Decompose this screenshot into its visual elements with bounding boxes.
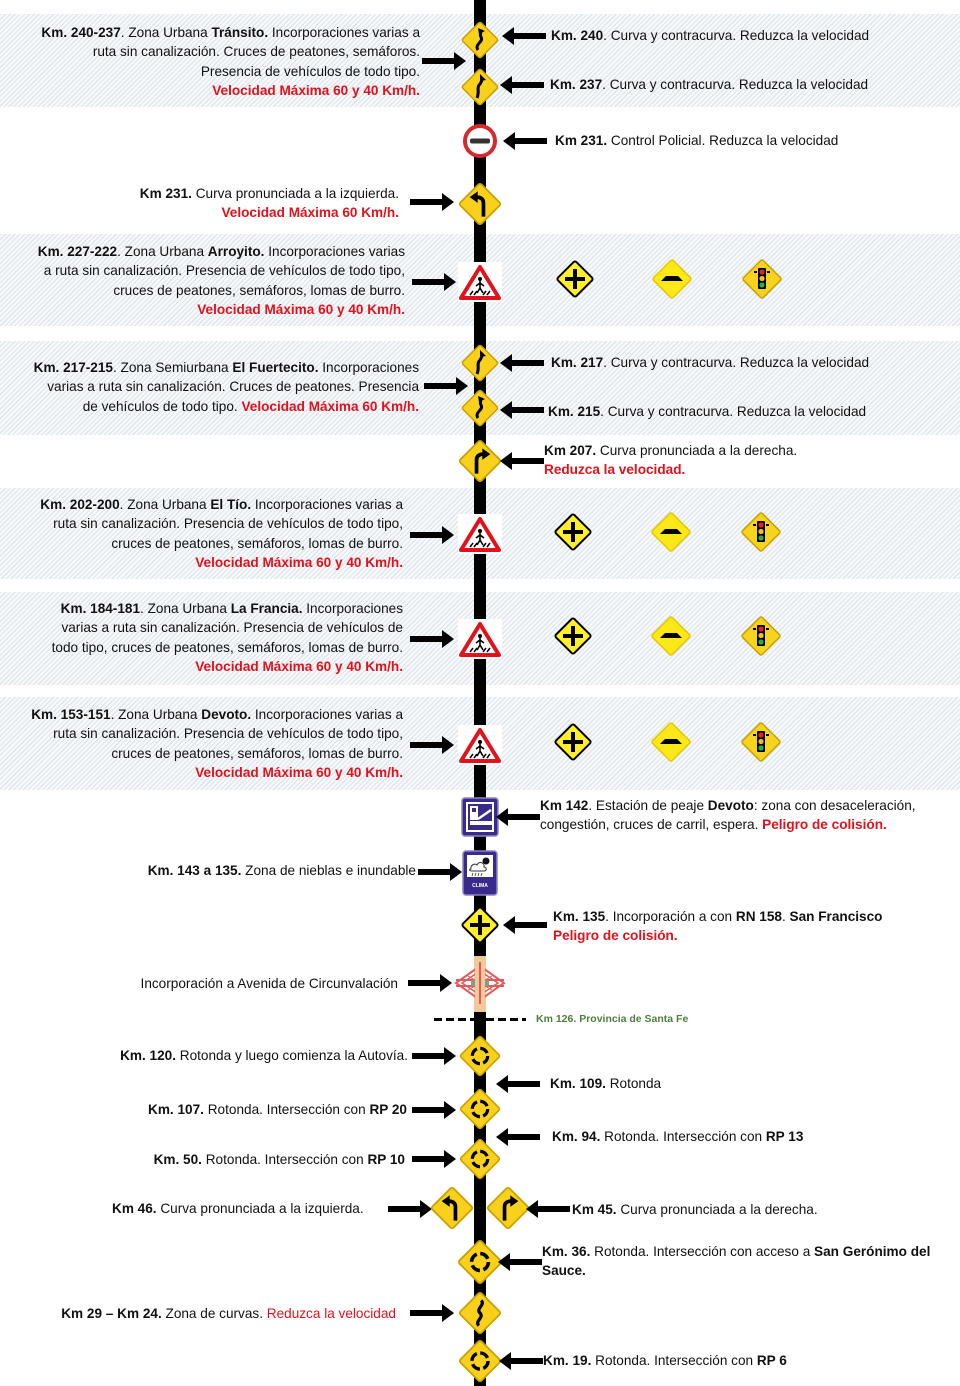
place-name: Tránsito. <box>211 25 269 40</box>
entry-km-135 <box>553 907 882 946</box>
km-label: Km. 202-200 <box>40 497 120 512</box>
entry-circunvalacion <box>141 974 398 993</box>
place-name: San Francisco <box>789 909 883 924</box>
arrow-right-icon <box>412 270 458 294</box>
pedestrian-crossing-icon <box>458 725 502 765</box>
arrow-right-icon <box>418 860 464 884</box>
arrow-right-icon <box>388 1197 434 1221</box>
km-label: Km. 184-181 <box>60 601 141 616</box>
entry-text: . Zona Urbana <box>140 601 231 616</box>
entry-text: Incorporaciones varias <box>264 244 405 259</box>
arrow-left-icon <box>503 129 549 153</box>
entry-text: varias a ruta sin canalización. Presencia de vehículos de <box>61 620 403 636</box>
entry-km-45 <box>572 1200 818 1219</box>
interchange-icon <box>454 962 506 1004</box>
arrow-right-icon <box>410 733 456 757</box>
entry-devoto <box>31 705 403 783</box>
speed-limit: Velocidad Máxima 60 y 40 Km/h. <box>195 555 403 571</box>
entry-text: Incorporaciones varias a <box>251 707 403 722</box>
sharp-right-curve-icon <box>457 438 503 484</box>
reverse-curve-icon <box>460 20 500 60</box>
arrow-left-icon <box>503 913 549 937</box>
speed-limit: Velocidad Máxima 60 y 40 Km/h. <box>195 659 403 675</box>
entry-km-143-135 <box>148 861 416 880</box>
km-label: Km 29 – Km 24. <box>61 1306 162 1321</box>
arrow-right-icon <box>410 1301 456 1325</box>
speed-bump-icon <box>650 615 692 657</box>
entry-text: Incorporación a Avenida de Circunvalación <box>140 976 398 991</box>
roundabout-icon <box>456 1238 504 1286</box>
sharp-left-curve-icon <box>429 1185 475 1231</box>
entry-km-142 <box>540 796 916 835</box>
sharp-right-curve-icon <box>485 1185 531 1231</box>
entry-text: Zona de curvas. <box>161 1306 267 1321</box>
entry-text: Incorporaciones varias a <box>251 497 403 512</box>
entry-la-francia <box>52 599 403 677</box>
arrow-right-icon <box>410 627 456 651</box>
arrow-right-icon <box>408 971 454 995</box>
entry-km-107 <box>148 1100 407 1119</box>
route-name: RP 10 <box>367 1152 405 1167</box>
entry-km-94 <box>552 1127 803 1146</box>
entry-text: . Curva y contracurva. Reduzca la velocidad <box>600 404 867 419</box>
pedestrian-crossing-icon <box>458 514 502 554</box>
speed-limit: Velocidad Máxima 60 y 40 Km/h. <box>212 83 420 99</box>
place-name: El Tío. <box>210 497 252 512</box>
arrow-left-icon <box>498 1250 544 1274</box>
reverse-curve-icon <box>460 388 500 428</box>
pedestrian-crossing-icon <box>458 619 502 659</box>
speed-bump-icon <box>650 511 692 553</box>
entry-text: Rotonda. Intersección con <box>591 1353 757 1368</box>
place-name: Sauce. <box>542 1263 586 1279</box>
toll-station-icon <box>461 797 499 837</box>
province-border-left <box>434 1018 474 1021</box>
km-label: Km. 215 <box>548 404 601 419</box>
entry-km-237 <box>550 75 868 94</box>
traffic-light-icon <box>741 258 783 300</box>
traffic-light-icon <box>740 615 782 657</box>
entry-km-120 <box>120 1046 408 1065</box>
arrow-left-icon <box>496 805 542 829</box>
km-label: Km 231. <box>139 186 192 201</box>
entry-text: Presencia de vehículos de todo tipo. <box>200 63 420 79</box>
arrow-left-icon <box>500 449 546 473</box>
entry-km-217 <box>551 353 869 372</box>
arrow-right-icon <box>410 190 456 214</box>
province-border-label: Km 126. Provincia de Santa Fe <box>536 1013 689 1025</box>
entry-text: ruta sin canalización. Presencia de vehículos de todo tipo, <box>53 516 403 532</box>
sharp-left-curve-icon <box>457 181 503 227</box>
entry-km-240 <box>551 26 869 45</box>
warning-text: Reduzca la velocidad. <box>544 462 686 478</box>
km-label: Km 45. <box>572 1202 617 1217</box>
km-label: Km. 240-237 <box>41 25 121 40</box>
place-name: Arroyito. <box>207 244 265 259</box>
km-label: Km 142 <box>540 798 589 813</box>
entry-text: varias a ruta sin canalización. Cruces de peatones. Presencia <box>47 379 419 395</box>
entry-text: Rotonda. Intersección con <box>203 1102 370 1117</box>
km-label: Km. 19. <box>543 1353 592 1368</box>
route-name: RP 6 <box>756 1353 787 1368</box>
entry-arroyito <box>38 242 405 320</box>
entry-text: . Zona Urbana <box>120 25 212 40</box>
province-border-right <box>486 1018 526 1021</box>
entry-text: . <box>781 909 790 924</box>
entry-text: . Curva y contracurva. Reduzca la velocidad <box>603 355 870 370</box>
entry-text: Rotonda. Intersección con acceso a <box>590 1244 815 1259</box>
intersection-icon <box>460 905 500 945</box>
km-label: Km. 36. <box>542 1244 591 1259</box>
reverse-curve-icon <box>460 343 500 383</box>
route-name: RN 158 <box>735 909 782 924</box>
km-label: Km. 94. <box>552 1129 601 1144</box>
reverse-curve-icon <box>460 67 500 107</box>
speed-limit: Velocidad Máxima 60 Km/h. <box>241 398 419 414</box>
entry-km-231-police <box>555 131 838 150</box>
police-control-icon <box>460 121 500 161</box>
entry-text: todo tipo, cruces de peatones, semáforos, lomas de burro. <box>51 639 403 655</box>
arrow-left-icon <box>496 1072 542 1096</box>
arrow-left-icon <box>496 1125 542 1149</box>
traffic-light-icon <box>740 721 782 763</box>
route-name: RP 13 <box>765 1129 804 1144</box>
entry-km-50 <box>154 1150 405 1169</box>
arrow-left-icon <box>526 1197 572 1221</box>
entry-text: Curva pronunciada a la derecha. <box>616 1202 818 1217</box>
arrow-right-icon <box>412 1098 458 1122</box>
entry-text: Incorporaciones varias a <box>268 25 420 40</box>
entry-km-46 <box>112 1199 364 1218</box>
entry-text: Rotonda. Intersección con <box>201 1152 368 1167</box>
km-label: Km. 240 <box>551 28 604 43</box>
intersection-icon <box>553 722 593 762</box>
entry-km-29-24 <box>61 1304 396 1323</box>
pedestrian-crossing-icon <box>458 262 502 302</box>
speed-limit: Velocidad Máxima 60 y 40 Km/h. <box>195 765 403 781</box>
intersection-icon <box>553 512 593 552</box>
arrow-right-icon <box>412 1044 458 1068</box>
km-label: Km. 237 <box>550 77 603 92</box>
entry-text: Curva pronunciada a la izquierda. <box>191 186 399 201</box>
clima-sign-label: CLIMA <box>472 883 488 889</box>
entry-text: Rotonda. Intersección con <box>600 1129 766 1144</box>
km-label: Km. 109. <box>550 1076 606 1091</box>
entry-text: Curva pronunciada a la izquierda. <box>156 1201 364 1216</box>
km-label: Km. 227-222 <box>37 244 118 259</box>
entry-text: . Zona Urbana <box>119 497 211 512</box>
entry-text: ruta sin canalización. Cruces de peatones, semáforos. <box>92 44 420 60</box>
intersection-icon <box>555 259 595 299</box>
km-label: Km 207. <box>544 443 597 458</box>
entry-text: Control Policial. Reduzca la velocidad <box>607 133 839 148</box>
arrow-right-icon <box>412 1147 458 1171</box>
entry-el-fuertecito <box>34 358 419 416</box>
warning-text: Peligro de colisión. <box>553 928 678 944</box>
entry-text: cruces de peatones, semáforos, lomas de burro. <box>111 745 403 761</box>
km-label: Km. 153-151 <box>31 707 111 722</box>
km-label: Km. 135 <box>553 909 606 924</box>
roundabout-icon <box>458 1137 502 1181</box>
place-name: Devoto. <box>201 707 252 722</box>
km-label: Km. 107. <box>148 1102 204 1117</box>
km-label: Km. 50. <box>153 1152 202 1167</box>
speed-limit: Velocidad Máxima 60 Km/h. <box>221 205 399 221</box>
entry-text: Rotonda <box>605 1076 662 1091</box>
place-name: El Fuertecito. <box>232 360 319 375</box>
entry-text: Incorporaciones <box>318 360 419 375</box>
winding-road-icon <box>457 1290 503 1336</box>
place-name: San Gerónimo del <box>814 1244 931 1259</box>
arrow-left-icon <box>500 398 546 422</box>
entry-km-207 <box>544 441 797 480</box>
place-name: Devoto <box>707 798 754 813</box>
km-label: Km. 217 <box>551 355 604 370</box>
entry-km-109 <box>550 1074 661 1093</box>
entry-km-19 <box>543 1351 787 1370</box>
speed-bump-icon <box>650 721 692 763</box>
entry-el-tio <box>40 495 403 573</box>
entry-text: . Zona Urbana <box>117 244 208 259</box>
entry-text: congestión, cruces de carril, espera. <box>540 817 763 833</box>
arrow-right-icon <box>410 523 456 547</box>
entry-text: . Curva y contracurva. Reduzca la velocidad <box>603 28 870 43</box>
entry-text: Incorporaciones <box>302 601 403 616</box>
km-label: Km. 120. <box>120 1048 176 1063</box>
entry-km-36 <box>542 1242 930 1281</box>
entry-text: cruces de peatones, semáforos, lomas de burro. <box>113 282 405 298</box>
traffic-light-icon <box>740 511 782 553</box>
km-label: Km. 217-215 <box>33 360 113 375</box>
entry-text: . Estación de peaje <box>588 798 708 813</box>
entry-text: a ruta sin canalización. Presencia de vehículos de todo tipo, <box>43 263 405 279</box>
entry-text: ruta sin canalización. Presencia de vehículos de todo tipo, <box>53 726 403 742</box>
arrow-left-icon <box>499 1349 545 1373</box>
arrow-left-icon <box>500 73 546 97</box>
entry-text: . Zona Urbana <box>110 707 202 722</box>
warning-text: Peligro de colisión. <box>762 817 887 833</box>
km-label: Km. 143 a 135. <box>147 863 242 878</box>
entry-text: cruces de peatones, semáforos, lomas de burro. <box>111 535 403 551</box>
arrow-left-icon <box>500 351 546 375</box>
entry-text: . Zona Semiurbana <box>113 360 233 375</box>
km-label: Km 231. <box>555 133 608 148</box>
speed-limit: Velocidad Máxima 60 y 40 Km/h. <box>197 302 405 318</box>
speed-bump-icon <box>651 258 693 300</box>
route-name: RP 20 <box>369 1102 407 1117</box>
entry-transito <box>41 23 420 101</box>
entry-text: de vehículos de todo tipo. <box>82 398 242 414</box>
place-name: La Francia. <box>230 601 303 616</box>
entry-text: Rotonda y luego comienza la Autovía. <box>176 1048 408 1063</box>
warning-text: Reduzca la velocidad <box>266 1306 396 1321</box>
entry-km-215 <box>548 402 866 421</box>
weather-clima-icon <box>462 850 498 896</box>
roundabout-icon <box>456 1338 504 1384</box>
km-label: Km 46. <box>112 1201 157 1216</box>
arrow-left-icon <box>502 24 548 48</box>
entry-text: . Incorporación a con <box>605 909 736 924</box>
entry-text: Curva pronunciada a la derecha. <box>596 443 798 458</box>
intersection-icon <box>553 616 593 656</box>
entry-text: . Curva y contracurva. Reduzca la velocidad <box>602 77 869 92</box>
entry-km-231-curve <box>140 184 399 223</box>
entry-text: : zona con desaceleración, <box>753 798 916 813</box>
entry-text: Zona de nieblas e inundable <box>241 863 416 878</box>
